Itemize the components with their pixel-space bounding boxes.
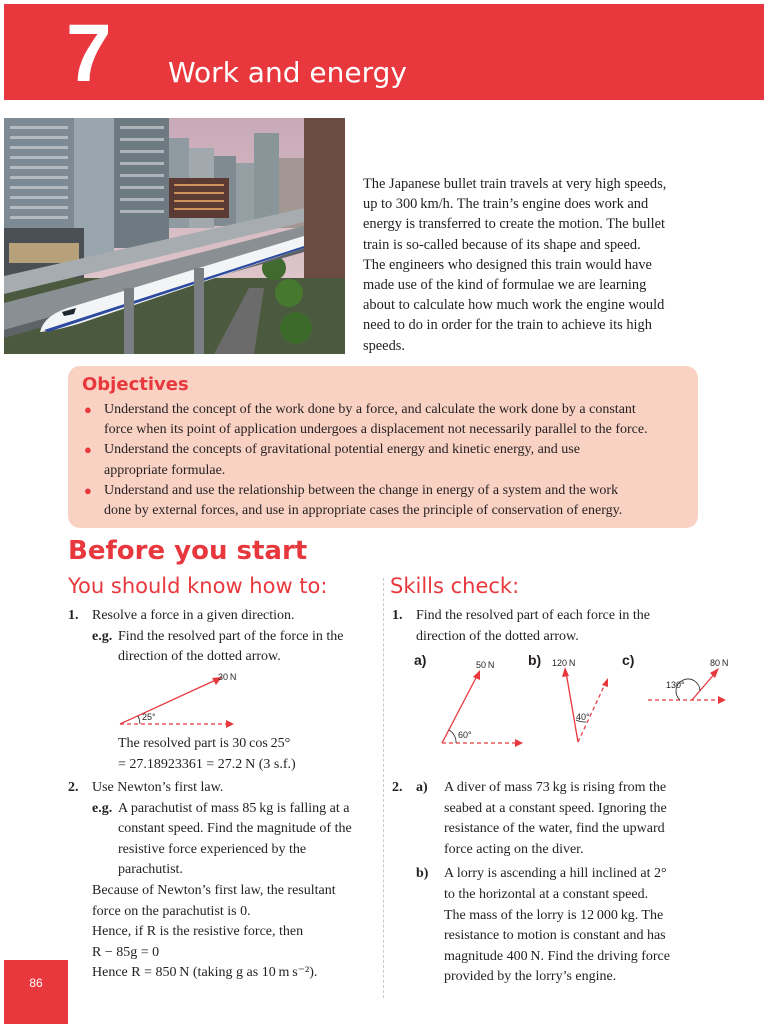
objectives-title: Objectives (82, 374, 189, 395)
arrowhead-icon (562, 667, 569, 677)
skills-check-diagrams (410, 650, 740, 750)
intro-line: The engineers who designed this train would have (363, 256, 652, 273)
angle-label: 130° (666, 680, 685, 690)
objective-item (68, 440, 690, 480)
body-line: force on the parachutist is 0. (92, 903, 251, 919)
question-line: seabed at a constant speed. Ignoring the (444, 800, 667, 816)
bullet-icon: ● (84, 402, 92, 417)
resolve-force-diagram (110, 666, 260, 736)
body-line: R − 85g = 0 (92, 944, 160, 960)
left-item-1 (68, 606, 378, 668)
bullet-train-photo (4, 118, 345, 354)
item-number: 1. (392, 608, 403, 623)
force-arrow (120, 678, 220, 724)
intro-line: up to 300 km/h. The train’s engine does work and (363, 196, 649, 213)
chapter-number: 7 (66, 8, 112, 99)
angle-label: 25° (142, 712, 156, 722)
force-label: 120 N (552, 658, 576, 668)
result-line: The resolved part is 30 cos 25° (118, 736, 291, 751)
question-line: force acting on the diver. (444, 841, 584, 857)
skills-check-heading: Skills check: (390, 574, 520, 598)
item-text: Resolve a force in a given direction. (92, 608, 295, 623)
intro-paragraph (363, 174, 703, 356)
eg-line: constant speed. Find the magnitude of the (118, 821, 352, 837)
page-number-box (4, 960, 68, 1024)
item-text: Use Newton’s first law. (92, 780, 224, 795)
you-should-know-heading: You should know how to: (68, 574, 328, 598)
question-line: resistance to motion is constant and has (444, 928, 666, 944)
question-line: A lorry is ascending a hill inclined at 2° (444, 866, 667, 882)
force-arrow (692, 672, 716, 700)
angle-label: 60° (458, 730, 472, 740)
angle-arc (138, 716, 140, 724)
bullet-icon: ● (84, 482, 92, 498)
objectives-box (68, 366, 698, 528)
objective-line: done by external forces, and use in appropriate cases the principle of conservation of energy. (104, 503, 623, 519)
eg-line: resistive force experienced by the (118, 841, 307, 857)
item-number: 1. (68, 608, 79, 623)
result-line: = 27.18923361 = 27.2 N (3 s.f.) (118, 756, 296, 772)
force-arrow (566, 672, 578, 742)
intro-line: made use of the kind of formulae we are learning (363, 277, 647, 294)
item-number: 2. (392, 780, 403, 795)
objective-line: Understand the concept of the work done by a force, and calculate the work done by a constant (104, 402, 636, 417)
arrowhead-icon (226, 720, 234, 728)
eg-line: A parachutist of mass 85 kg is falling at a (118, 800, 350, 816)
question-line: resistance of the water, find the upward (444, 821, 665, 837)
part-label: a) (416, 780, 428, 795)
objective-line: Understand and use the relationship between the change in energy of a system and the work (104, 482, 619, 498)
body-line: Hence, if R is the resistive force, then (92, 924, 304, 940)
before-you-start-heading: Before you start (68, 536, 308, 566)
force-label: 80 N (710, 658, 729, 668)
intro-line: The Japanese bullet train travels at very high speeds, (363, 176, 667, 192)
objective-line: Understand the concepts of gravitational potential energy and kinetic energy, and use (104, 442, 580, 458)
eg-label: e.g. (92, 800, 113, 816)
eg-line: direction of the dotted arrow. (118, 649, 281, 665)
intro-line: about to calculate how much work the engine would (363, 297, 665, 314)
question-line: magnitude 400 N. Find the driving force (444, 948, 670, 964)
intro-line: need to do in order for the train to achieve its high (363, 317, 652, 334)
force-label: 30 N (218, 672, 237, 682)
body-line: Because of Newton’s first law, the resultant (92, 882, 336, 898)
question-line: The mass of the lorry is 12 000 kg. The (444, 907, 664, 923)
objective-item (68, 400, 690, 440)
eg-line: Find the resolved part of the force in the (118, 628, 344, 644)
intro-line: energy is transferred to create the motion. The bullet (363, 216, 665, 233)
arrowhead-icon (473, 670, 480, 680)
right-item-2 (392, 778, 712, 988)
part-label: c) (622, 652, 635, 668)
angle-arc (449, 730, 456, 743)
left-item-2 (68, 778, 388, 984)
left-item-1-result (118, 734, 378, 775)
arrowhead-icon (515, 739, 523, 747)
angle-label: 40° (576, 712, 590, 722)
chapter-title: Work and energy (168, 56, 407, 89)
item-line: Find the resolved part of each force in the (416, 608, 651, 623)
part-label: a) (414, 652, 427, 668)
eg-label: e.g. (92, 628, 113, 644)
part-label: b) (416, 866, 429, 882)
bullet-icon: ● (84, 442, 92, 458)
page-number: 86 (29, 976, 43, 990)
item-number: 2. (68, 780, 79, 795)
question-line: provided by the lorry’s engine. (444, 969, 617, 985)
objective-line: appropriate formulae. (104, 462, 226, 478)
arrowhead-icon (718, 696, 726, 704)
objective-line: force when its point of application undergoes a displacement not necessarily parallel to the force. (104, 422, 648, 438)
intro-line: train is so-called because of its shape and speed. (363, 236, 641, 253)
arrowhead-icon (602, 678, 608, 687)
question-line: A diver of mass 73 kg is rising from the (444, 780, 667, 795)
part-label: b) (528, 652, 542, 668)
intro-line: speeds. (363, 337, 405, 354)
body-line: Hence R = 850 N (taking g as 10 m s⁻²). (92, 965, 318, 981)
item-line: direction of the dotted arrow. (416, 628, 579, 644)
force-label: 50 N (476, 660, 495, 670)
chapter-header (4, 4, 764, 100)
right-item-1 (392, 606, 712, 647)
objective-item (68, 481, 690, 521)
objectives-list (68, 400, 690, 521)
eg-line: parachutist. (118, 862, 183, 878)
question-line: to the horizontal at a constant speed. (444, 886, 649, 902)
